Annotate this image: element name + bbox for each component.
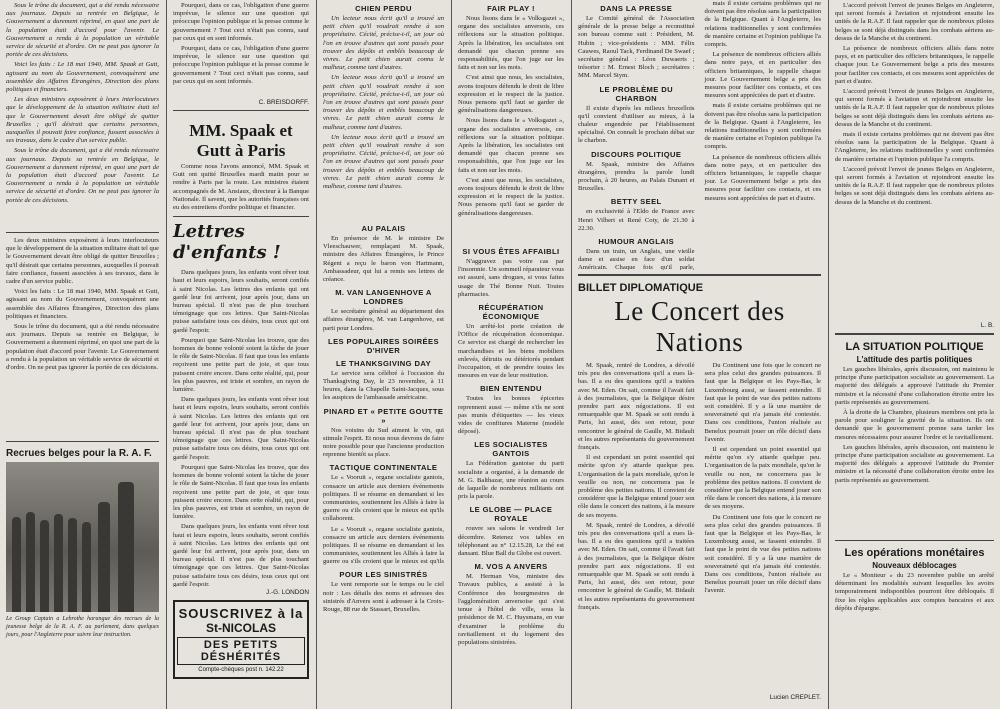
divider [173,216,309,217]
article-paragraph: Comme nous l'avons annoncé, MM. Spaak et Gutt ont quitté Bruxelles mardi matin pour se rendre à Paris par la route. Les ministres étaient accompagnés de M. Ansiaux, directeur à la Banque Nationale. Il savent, que les autorités françaises ont eu des entretiens d'ordre politique et financier. [173,163,309,212]
signature: C. BREISDORFF. [258,99,309,106]
divider [835,540,994,541]
article-paragraph: mais il existe certains problèmes qui ne doivent pas être résolus sans la participation de la Belgique. Quant à l'Angleterre, les relations traditionnelles y sont confirmées de manière certaine et l'opinion publique l'a compris. [704,102,821,151]
article-text [458,258,564,299]
article-paragraph: Le vent remporte sur le temps ou le ciel noir : Les détails des noms et adresses des sinistrés d'Anvers sont à adresser à la Croix-Rouge, 88 rue de Stassart, Bruxelles. [323,581,444,614]
section-headline: BIEN ENTENDU [480,384,542,394]
section-headline: SI VOUS ÊTES AFFAIBLI [462,247,560,256]
section-headline: M. VAN LANGENHOVE A LONDRES [335,288,432,307]
article-paragraph: Voici les faits : Le 18 mai 1940, MM. Spaak et Gutt, agissant au nom du Gouvernement, convoquèrent une assemblée des Affaires Étrangères, Direction des plans politiques et financiers. [6,288,159,320]
section-headline: DISCOURS POLITIQUE [591,149,682,159]
monetaires-headline: Les opérations monétaires [844,547,985,559]
recruits-photo [6,462,159,612]
divider [835,333,994,335]
column-1 [0,0,165,709]
section-headline: LES SOCIALISTES GANTOIS [474,440,548,459]
article-text [458,573,564,647]
article-paragraph: Toutes les bonnes épiceries reprennent aussi — même s'ils ne sont pas munis d'étiquettes — les vieux vides de confitures Materne (modèle déposé). [458,395,564,436]
article-paragraph: mais il existe certains problèmes qui ne doivent pas être résolus sans la participation de la Belgique. Quant à l'Angleterre, les relations traditionnelles y sont confirmées de manière certaine et l'opinion publique l'a compris. [835,131,994,163]
article-paragraph: Du Continent une fois que le concert ne sera plus celui des grandes puissances. Il faut que la Belgique et les Pays-Bas, le Luxembourg aussi, se fassent entendre. Il faut que le point de vue des petites nations soit considéré. Il y a là une manière de souveraineté qui n'a jamais été contestée. Dans ces conditions, l'union réalisée au Benelux pourrait jouer un rôle décisif dans l'avenir. [704,513,821,595]
section-headline: LE THANKSGIVING DAY [335,358,432,368]
article-paragraph: Nos voisins du Sud aiment le vin, qui stimule l'esprit. Et nous nous devrons de faire notre possible pour que l'ancienne production reprenne bientôt sa place. [323,426,444,459]
article-text [173,2,309,97]
situation-subheadline: L'attitude des partis politiques [856,355,973,364]
photo-caption: Le Group Captain a Lebrothe harangue des recrues de la jeunesse belge de la R. A. F. au parlement, dans quelques jours, pour l'Angleterre pour suivre leur instruction. [6,616,159,639]
section-headline: TACTIQUE CONTINENTALE [329,463,438,473]
section-headline: LE PROBLÈME DU CHARBON [599,84,674,103]
section-headline: PINARD ET « PETITE GOUTTE » [323,406,444,425]
concert-text [705,362,822,692]
article-paragraph: Pourquoi, dans ce cas, l'obligation d'une guerre imprévue, le silence sur une question qui préoccupe l'opinion publique et la presse comme le gouvernement ? Tout ceci n'était pas connu, sauf par ceux qui en sont informés. [173,45,309,85]
section-headline: RÉCUPÉRATION ÉCONOMIQUE [478,303,544,322]
divider [6,441,159,442]
column-6 [829,0,1000,709]
monetaires-subheadline: Nouveaux déblocages [872,561,957,570]
article-paragraph: rouvre ses salons le vendredi 1er décembre. Retenez vos tables en téléphonant au n° 12.15.28, Le thé est dansant. Blue Ball du Globe est ouvert. [458,525,564,558]
article-text [705,0,822,203]
article-text [578,208,695,233]
article-paragraph: Dans quelques jours, les enfants vont rêver tout haut et leurs espoirs, leurs souhaits, seront confiés à saint Nicolas. Les lettres des enfants qui ont gardé leur foi arrivent, jour après jour, dans un bureau spécial. Il n'est pas de plus touchant témoignage que ces lettres. Que Saint-Nicolas puisse satisfaire tous ces désirs, tous ceux qui ont gardé l'espoir. [173,523,309,588]
spaak-headline: MM. Spaak et Gutt à Paris [189,121,293,160]
article-text [458,460,564,501]
section-headline: AU PALAIS [361,224,406,233]
article-paragraph: N'aggravez pas votre cas par l'insomnie. Un sommeil réparateur vous est assuré, sans drogues, si vous faites usage de Thé Bonne Nuit. Toutes pharmacies. [458,258,564,298]
divider [6,232,159,233]
article-paragraph: Sous le trône du document, qui a été rendu nécessaire aux journaux. Depuis sa rentrée en Belgique, le Gouvernement a durement réprimé, en quoi une part de la population était d'accord pour l'avenir. Le Gouvernement a rendu à la population un véritable service de sécurité et d'ordre. On ne peut pas ignorer la portée de ces décisions. [6,2,159,59]
article-paragraph: Du Continent une fois que le concert ne sera plus celui des grandes puissances. Il faut que la Belgique et les Pays-Bas, le Luxembourg aussi, se fassent entendre. Il faut que le point de vue des petites nations soit considéré. Il y a là une manière de souveraineté qui n'a jamais été contestée. Dans ces conditions, l'union réalisée au Benelux pourrait jouer un rôle décisif dans l'avenir. [704,362,821,443]
article-paragraph: La Fédération gantoise du parti socialiste a organisé, à la demande de M. G. Balthazar, une réunion au cours de laquelle de nombreux militants ont pris la parole. [458,460,564,501]
lettres-text [173,269,309,587]
section-headline: DANS LA PRESSE [600,4,673,13]
recrues-headline: Recrues belges pour la R. A. F. [6,448,152,459]
subscribe-advert [173,600,309,679]
article-paragraph: Le « Vooruit », organe socialiste gantois, consacre un article aux derniers événements politiques. Il se résume en demandant si les communistes, soutiennent les Alliés à faire la guerre ou s'ils croient que le mieux est qu'ils [323,525,444,566]
article-paragraph: Il est cependant un point essentiel qui mérite qu'on s'y attarde quelque peu. L'organisation de la paix mondiale, qu'on le veuille ou non, ne concernera pas le problème des petites nations. Il convient de considérer que la Belgique entend jouer son rôle dans le concert des nations, à la mesure de ses moyens. [578,454,695,519]
section-headline: FAIR PLAY ! [487,4,535,13]
column-5 [572,0,827,709]
article-paragraph: mais il existe certains problèmes qui ne doivent pas être résolus sans la participation de la Belgique. Quant à l'Angleterre, les relations traditionnelles y sont confirmées de manière certaine et l'opinion publique l'a compris. [704,0,821,49]
article-text [578,161,695,194]
section-headline: M. VOS A ANVERS [474,562,548,572]
billet-headline: BILLET DIPLOMATIQUE [578,282,704,294]
article-paragraph: C'est ainsi que nous, les socialistes, avons toujours défendu le droit de libre expression et le respect de la justice. Nous pensons qu'il faut se garder de généralisations dangereuses. [458,176,564,217]
concert-headline: Le Concert des Nations [614,296,785,357]
divider [578,274,821,276]
concert-text [578,362,695,692]
article-paragraph: L'accord prévoit l'envoi de jeunes Belges en Angleterre, qui seront formés à l'aviation et rejoindront ensuite les unités de la R.A.F. Il faut rappeler que de nombreux pilotes belges se sont déjà distingués dans les combats aériens au-dessus de la Manche et du continent. [835,2,994,42]
article-paragraph: Sous le trône du document, qui a été rendu nécessaire aux journaux. Depuis sa rentrée en Belgique, le Gouvernement a durement réprimé, en quoi une part de la population était d'accord pour l'avenir. Le Gouvernement a rendu à la population un véritable service de sécurité et d'ordre. On ne peut pas ignorer la portée de ces décisions. [6,323,159,372]
article-paragraph: La présence de nombreux officiers alliés dans notre pays, et en particulier des officiers britanniques, le rappelle chaque jour. Le Gouvernement belge a pris des mesures pour faciliter ces contacts, et ces mesures sont appréciées de part et d'autre. [835,45,994,85]
article-paragraph: Dans quelques jours, les enfants vont rêver tout haut et leurs espoirs, leurs souhaits, seront confiés à saint Nicolas. Les lettres des enfants qui ont gardé leur foi arrivent, jour après jour, dans un bureau spécial. Il n'est pas de plus touchant témoignage que ces lettres. Que Saint-Nicolas puisse satisfaire tous ces désirs, tous ceux qui ont gardé l'espoir. [173,269,309,334]
article-paragraph: La présence de nombreux officiers alliés dans notre pays, et en particulier des officiers britanniques, le rappelle chaque jour. Le Gouvernement belge a pris des mesures pour faciliter ces contacts, et ces mesures sont appréciées de part et d'autre. [704,153,821,202]
article-text [458,525,564,558]
signature: Lucien CREPLET. [769,694,821,701]
article-paragraph: Un arrêté-loi porte création de l'Office de récupération économique. Ce service est chargé de rechercher les marchandises et les biens mobiliers enlevés, détruits ou détériorés pendant l'occupation, et de prendre toutes les mesures en vue de leur restitution. [458,323,564,380]
subscribe-line: St-NICOLAS [206,621,276,636]
article-text [578,15,695,81]
article-paragraph: Les gauches libérales, après discussion, ont maintenu le principe d'une participation socialiste au gouvernement. La majorité des délégués a approuvé l'attitude du Premier ministre et la nécessité d'une collaboration étroite entre les partis représentés au gouvernement. [835,443,994,484]
section-headline: POUR LES SINISTRÉS [339,570,428,580]
column-4 [452,0,570,709]
article-text [835,366,994,536]
article-paragraph: Les gauches libérales, après discussion, ont maintenu le principe d'une participation socialiste au gouvernement. La majorité des délégués a approuvé l'attitude du Premier ministre et la nécessité d'une collaboration étroite entre les partis représentés au gouvernement. [835,366,994,406]
article-paragraph: Il est cependant un point essentiel qui mérite qu'on s'y attarde quelque peu. L'organisation de la paix mondiale, qu'on le veuille ou non, ne concernera pas le problème des petites nations. Il convient de considérer que la Belgique entend jouer son rôle dans le concert des nations, à la mesure de ses moyens. [704,446,821,511]
divider [173,110,309,111]
article-paragraph: C'est ainsi que nous, les socialistes, avons toujours défendu le droit de libre expression et le respect de la justice. Nous pensons qu'il faut se garder de généralisations dangereuses. [458,74,564,115]
article-paragraph: M. Spaak, rentré de Londres, a dévoilé très peu des conversations qu'il a eues là-bas. Il a eu des questions qu'il a traitées avec M. Eden. On sait, comme il l'avait fait à des journalistes, que la Belgique désire prendre part aux négociations. Il est remarquable que M. Spaak se soit rendu à Paris, lui aussi, dès son retour, pour rencontrer le général de Gaulle, M. Bidault et les autres représentants du gouvernement français. [578,362,695,452]
article-paragraph: Nous lisons dans le « Volksgazet », organe des socialistes anversois, ces réflexions sur la situation politique. Après la libération, les socialistes ont demandé que chacun prenne ses responsabilités, que l'on juge sur les faits et non sur les mots. [458,15,564,72]
section-headline: HUMOUR ANGLAIS [598,237,675,247]
article-text [6,2,159,228]
signature: L. B. [980,322,994,329]
article-text [323,235,444,284]
article-paragraph: Un lecteur nous écrit qu'il a trouvé un petit chien qu'il voudrait rendre à son propriétaire. Cécité, précise-t-il, un jour où l'on en trouve d'autres qui sont passés pour trouver des dépôts et emblés beaucoup de vivres. Le petit chien aurait connu le malheur, comme tant d'autres. [323,15,444,72]
article-text [578,105,695,146]
article-paragraph: Le secrétaire général au département des affaires étrangères, M. van Langenhove, est parti pour Londres. [323,308,444,332]
article-paragraph: Sous le trône du document, qui a été rendu nécessaire aux journaux. Depuis sa rentrée en Belgique, le Gouvernement a durement réprimé, en quoi une part de la population était d'accord pour l'avenir. Le Gouvernement a rendu à la population un véritable service de sécurité et d'ordre. On ne peut pas ignorer la portée de ces décisions. [6,147,159,204]
article-paragraph: L'accord prévoit l'envoi de jeunes Belges en Angleterre, qui seront formés à l'aviation et rejoindront ensuite les unités de la R.A.F. Il faut rappeler que de nombreux pilotes belges se sont déjà distingués dans les combats aériens au-dessus de la Manche et du continent. [835,88,994,128]
article-paragraph: L'accord prévoit l'envoi de jeunes Belges en Angleterre, qui seront formés à l'aviation et rejoindront ensuite les unités de la R.A.F. Il faut rappeler que de nombreux pilotes belges se sont déjà distingués dans les combats aériens au-dessus de la Manche et du continent. [835,165,994,206]
article-paragraph: M. Spaak, rentré de Londres, a dévoilé très peu des conversations qu'il a eues là-bas. Il a eu des questions qu'il a traitées avec M. Eden. On sait, comme il l'avait fait à des journalistes, que la Belgique désire prendre part aux négociations. Il est remarquable que M. Spaak se soit rendu à Paris, lui aussi, dès son retour, pour rencontrer le général de Gaulle, M. Bidault et les autres représentants du gouvernement français. [578,521,695,611]
lettres-headline: Lettres d'enfants ! [173,221,281,264]
article-paragraph: en exclusivité à l'Eldo de France avec Henri Vilbert et René Coty, de 21.30 à 22.30. [578,208,695,232]
article-paragraph: Le « Vooruit », organe socialiste gantois, consacre un article aux derniers événements politiques. Il se résume en demandant si les communistes, soutiennent les Alliés à faire la guerre ou s'ils croient que le mieux est qu'ils collaborent. [323,474,444,523]
article-paragraph: Voici les faits : Le 18 mai 1940, MM. Spaak et Gutt, agissant au nom du Gouvernement, convoquèrent une assemblée des Affaires Étrangères, Direction des plans politiques et financiers. [6,61,159,94]
article-paragraph: Un lecteur nous écrit qu'il a trouvé un petit chien qu'il voudrait rendre à son propriétaire. Cécité, précise-t-il, un jour où l'on en trouve d'autres qui sont passés pour trouver des dépôts et emblés beaucoup de vivres. Le petit chien aurait connu le malheur, comme tant d'autres. [323,133,444,191]
article-text [835,572,994,613]
article-text [323,474,444,566]
section-headline: LES POPULAIRES SOIRÉES D'HIVER [328,336,439,355]
situation-headline: LA SITUATION POLITIQUE [845,341,984,353]
subscribe-line: DES PETITS DÉSHÉRITÉS [177,637,305,665]
section-headline: BETTY SEEL [610,197,662,207]
article-paragraph: M. Herman Vos, ministre des Travaux publics, a assisté à la Conférence des bourgmestres de l'agglomération anversoise qui s'est tenue à l'hôtel de ville, sous la présidence de M. C. Huysmans, en vue d'examiner le problème du ravitaillement et du logement des populations sinistrées. [458,573,564,646]
article-text [323,427,444,460]
article-paragraph: La présence de nombreux officiers alliés dans notre pays, et en particulier des officiers britanniques, le rappelle chaque jour. Le Gouvernement belge a pris des mesures pour faciliter ces contacts, et ces mesures sont appréciées de part et d'autre. [704,51,821,100]
column-2 [167,0,315,709]
article-paragraph: Il existe d'après les milieux bruxellois qu'il convient d'utiliser au mieux, à la chaleur engendrée par l'établissement spécialisé. On connaît le prochain débat sur le charbon. [578,104,695,145]
article-paragraph: Le « Moniteur » du 23 novembre publie un arrêté déterminant les modalités suivant lesquelles les avoirs temporairement indisponibles pourront être débloqués. Il fixe les règles applicables aux comptes bancaires et aux dépôts d'épargne. [835,572,994,612]
article-paragraph: Dans quelques jours, les enfants vont rêver tout haut et leurs espoirs, leurs souhaits, seront confiés à saint Nicolas. Les lettres des enfants qui ont gardé leur foi arrivent, jour après jour, dans un bureau spécial. Il n'est pas de plus touchant témoignage que ces lettres. Que Saint-Nicolas puisse satisfaire tous ces désirs, tous ceux qui ont gardé l'espoir. [173,396,309,461]
article-text [323,15,444,220]
article-paragraph: Un lecteur nous écrit qu'il a trouvé un petit chien qu'il voudrait rendre à son propriétaire. Cécité, précise-t-il, un jour où l'on en trouve d'autres qui sont passés pour trouver des dépôts et emblés beaucoup de vivres. Le petit chien aurait connu le malheur, comme tant d'autres. [323,74,444,131]
column-3 [317,0,450,709]
article-text [323,581,444,614]
spaak-text [173,163,309,212]
article-paragraph: M. Spaak, ministre des Affaires étrangères, prendra la parole lundi prochain, à 20 heures, au Palais Dunant et Bruxelles. [578,160,695,193]
article-paragraph: Le service sera célébré à l'occasion du Thanksgiving Day, le 23 novembre, à 11 heures, dans la Chapelle Saint-Jacques, sous les auspices de l'ambassade américaine. [323,369,444,402]
article-text [835,2,994,320]
article-text [458,323,564,380]
subscribe-line: SOUSCRIVEZ à la [178,606,304,622]
article-paragraph: Les deux ministres exposèrent à leurs interlocuteurs que le développement de la situation militaire était tel que le Gouvernement devait être obligé de quitter Bruxelles ; qu'il désirait que certains personnes, auxquelles il pouvait faire confiance, fussent associées à ses travaux, dans le cadre d'un service public. [6,96,159,145]
article-paragraph: Nous lisons dans le « Volksgazet », organe des socialistes anversois, ces réflexions sur la situation politique. Après la libération, les socialistes ont demandé que chacun prenne ses responsabilités, que l'on juge sur les faits et non sur les mots. [458,117,564,174]
article-text [458,395,564,436]
signature: J.-G. LONDON [266,589,309,597]
article-paragraph: Dans un train, un Anglais, une vieille dame et assise en face d'un soldat Américain. Chaque fois qu'il parle, [578,248,695,270]
article-paragraph: Pourquoi, dans ce cas, l'obligation d'une guerre imprévue, le silence sur une question qui préoccupe l'opinion publique et la presse comme le gouvernement ? Tout ceci n'était pas connu, sauf par ceux qui en sont informés. [173,2,309,42]
article-text [323,370,444,403]
article-paragraph: Le Comité général de l'Association générale de la presse belge a reconstitué son bureau comme suit : Président, M. Hubin ; vice-présidents : MM. Félix Cauwes, Raoul Tack, Ferdinand De Swaef ; secrétaire général : Léon Duwaerts ; trésorier : M. Ernest Bloch ; secrétaires : MM. Marcel Stym. [578,15,695,80]
subscribe-account: Compte-chèques post n. 142.22 [198,667,284,674]
article-paragraph: Les deux ministres exposèrent à leurs interlocuteurs que le développement de la situation militaire était tel que le Gouvernement devait être obligé de quitter Bruxelles ; qu'il désirait que certains personnes, auxquelles il pouvait faire confiance, fussent associées à ses travaux, dans le cadre d'un service public. [6,237,159,286]
article-text [323,308,444,333]
section-headline: LE GLOBE — PLACE ROYALE [469,505,553,524]
article-paragraph: Pourquoi que Saint-Nicolas les trouve, que des hommes de bonne volonté soient la tâche de jouer le rôle de Saint-Nicolas. Il faut que tous les enfants reçoivent une petite part de joie, et que tous puissent croire encore. Dans cette réalité, qui, pour les plus pauvres, est triste et sombre, un rayon de lumière. [173,463,309,521]
article-text [6,237,159,437]
article-text [458,15,564,243]
article-paragraph: Pourquoi que Saint-Nicolas les trouve, que des hommes de bonne volonté soient la tâche de jouer le rôle de Saint-Nicolas. Il faut que tous les enfants reçoivent une petite part de joie, et que tous puissent croire encore. Dans cette réalité, qui, pour les plus pauvres, est triste et sombre, un rayon de lumière. [173,336,309,394]
article-text [578,248,695,270]
section-headline: CHIEN PERDU [355,4,412,13]
article-paragraph: En présence de M. le ministre De Vleeschauwer, remplaçant M. Spaak, ministre des Affaires Étrangères, le Prince Régent a reçu le baron von Hartmann, Ambassadeur, qui lui a remis ses lettres de créance. [323,235,444,284]
article-paragraph: À la droite de la Chambre, plusieurs membres ont pris la parole pour souligner la gravité de la situation. Ils ont demandé que le gouvernement prenne sans tarder les mesures nécessaires pour assurer l'ordre et le ravitaillement. [835,409,994,441]
